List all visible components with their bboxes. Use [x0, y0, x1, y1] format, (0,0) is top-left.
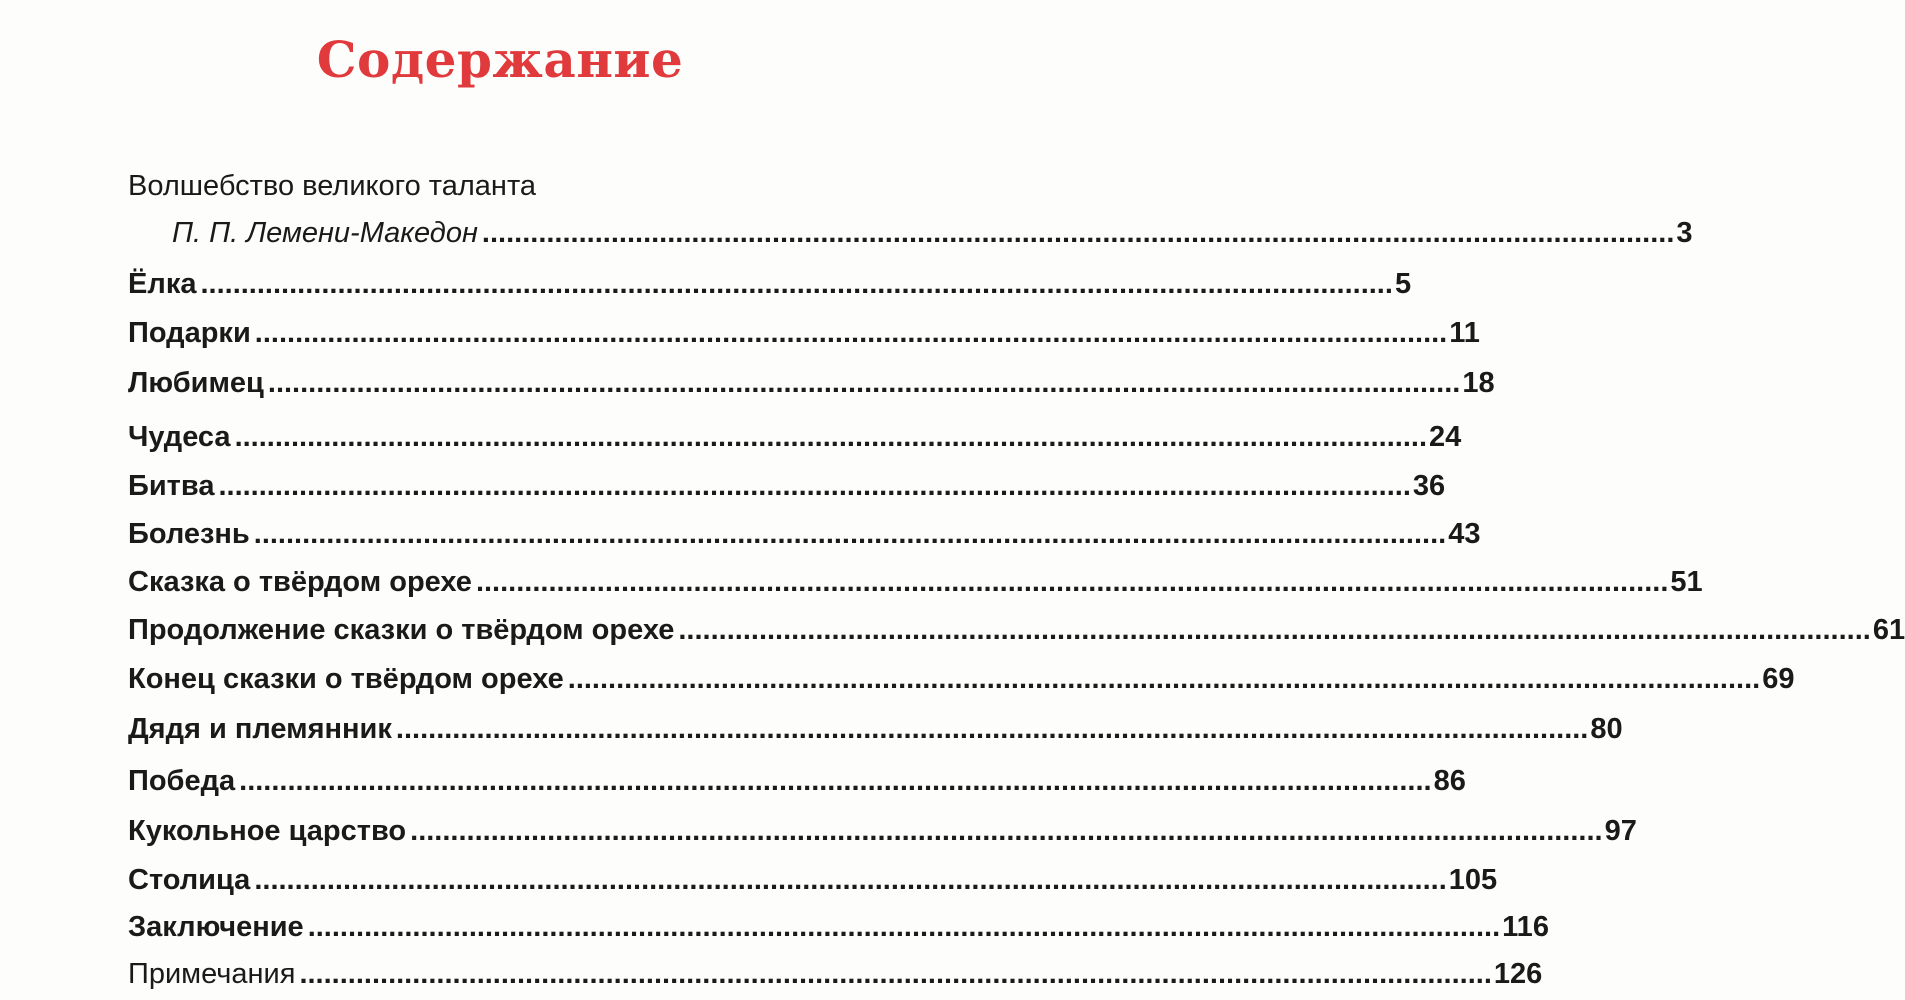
dot-leader: ....................................................................................................................................................	[267, 367, 1461, 399]
toc-entry-label: Победа	[128, 765, 236, 797]
toc-entry-label: Продолжение сказки о твёрдом орехе	[128, 614, 675, 646]
dot-leader: ....................................................................................................................................................	[410, 815, 1603, 847]
toc-entry-label: Болезнь	[128, 518, 250, 550]
toc-page-number: 24	[1429, 421, 1462, 453]
toc-page-number: 3	[1676, 217, 1693, 249]
toc-entry[interactable]	[128, 713, 1623, 746]
toc-entry-label: Дядя и племянник	[128, 713, 392, 745]
toc-entry[interactable]	[128, 911, 1549, 944]
dot-leader: ....................................................................................................................................................	[395, 713, 1589, 745]
toc-entry-label: Примечания	[128, 958, 296, 990]
toc-entry-label: П. П. Лемени-Македон	[172, 217, 478, 249]
dot-leader: ....................................................................................................................................................	[678, 614, 1871, 646]
dot-leader: ....................................................................................................................................................	[567, 663, 1761, 695]
toc-entry-label: Ёлка	[128, 268, 197, 300]
toc-page-number: 18	[1462, 367, 1495, 399]
dot-leader: ....................................................................................................................................................	[481, 217, 1675, 249]
toc-entry[interactable]	[128, 765, 1466, 798]
toc-page-number: 43	[1448, 518, 1481, 550]
dot-leader: ....................................................................................................................................................	[234, 421, 1428, 453]
toc-entry[interactable]	[128, 268, 1412, 301]
toc-entry[interactable]	[128, 518, 1481, 551]
toc-page-number: 126	[1493, 958, 1543, 990]
dot-leader: ....................................................................................................................................................	[254, 864, 1447, 896]
toc-entry-label: Заключение	[128, 911, 304, 943]
toc-entry[interactable]	[128, 864, 1498, 897]
toc-entry[interactable]	[128, 421, 1462, 454]
toc-entry-label: Сказка о твёрдом орехе	[128, 566, 472, 598]
toc-entry-label: Подарки	[128, 317, 251, 349]
dot-leader: ....................................................................................................................................................	[239, 765, 1432, 797]
toc-entry[interactable]	[128, 317, 1480, 350]
toc-entry-label: Конец сказки о твёрдом орехе	[128, 663, 564, 695]
dot-leader: ....................................................................................................................................................	[218, 470, 1411, 502]
toc-page-number: 105	[1448, 864, 1498, 896]
dot-leader: ....................................................................................................................................................	[307, 911, 1501, 943]
toc-entry-label: Любимец	[128, 367, 264, 399]
toc-entry-preface[interactable]	[172, 217, 1693, 250]
toc-entry[interactable]	[128, 470, 1446, 503]
toc-entry-label: Чудеса	[128, 421, 231, 453]
toc-page-number: 80	[1590, 713, 1623, 745]
toc-entry-label: Кукольное царство	[128, 815, 407, 847]
toc-page-number: 61	[1872, 614, 1905, 646]
toc-page-number: 69	[1762, 663, 1795, 695]
toc-entry-label: Столица	[128, 864, 251, 896]
dot-leader: ....................................................................................................................................................	[253, 518, 1447, 550]
toc-entry[interactable]	[128, 367, 1495, 400]
toc-entry[interactable]	[128, 663, 1795, 696]
toc-page-number: 11	[1449, 317, 1480, 349]
toc-page-number: 97	[1604, 815, 1637, 847]
dot-leader: ....................................................................................................................................................	[200, 268, 1393, 300]
toc-entry-label: Битва	[128, 470, 215, 502]
toc-entry[interactable]	[128, 614, 1905, 647]
dot-leader: ....................................................................................................................................................	[299, 958, 1492, 990]
toc-entry[interactable]	[128, 566, 1703, 599]
toc-page-number: 5	[1394, 268, 1412, 300]
toc-page-number: 116	[1502, 911, 1549, 943]
page-title: Содержание	[316, 30, 684, 89]
toc-entry[interactable]	[128, 815, 1637, 848]
preface-title: Волшебство великого таланта	[128, 170, 537, 202]
dot-leader: ....................................................................................................................................................	[475, 566, 1669, 598]
toc-page-number: 86	[1433, 765, 1466, 797]
toc-page-number: 36	[1412, 470, 1446, 502]
toc-page-number: 51	[1670, 566, 1703, 598]
toc-entry-notes[interactable]	[128, 958, 1543, 991]
dot-leader: ....................................................................................................................................................	[254, 317, 1448, 349]
